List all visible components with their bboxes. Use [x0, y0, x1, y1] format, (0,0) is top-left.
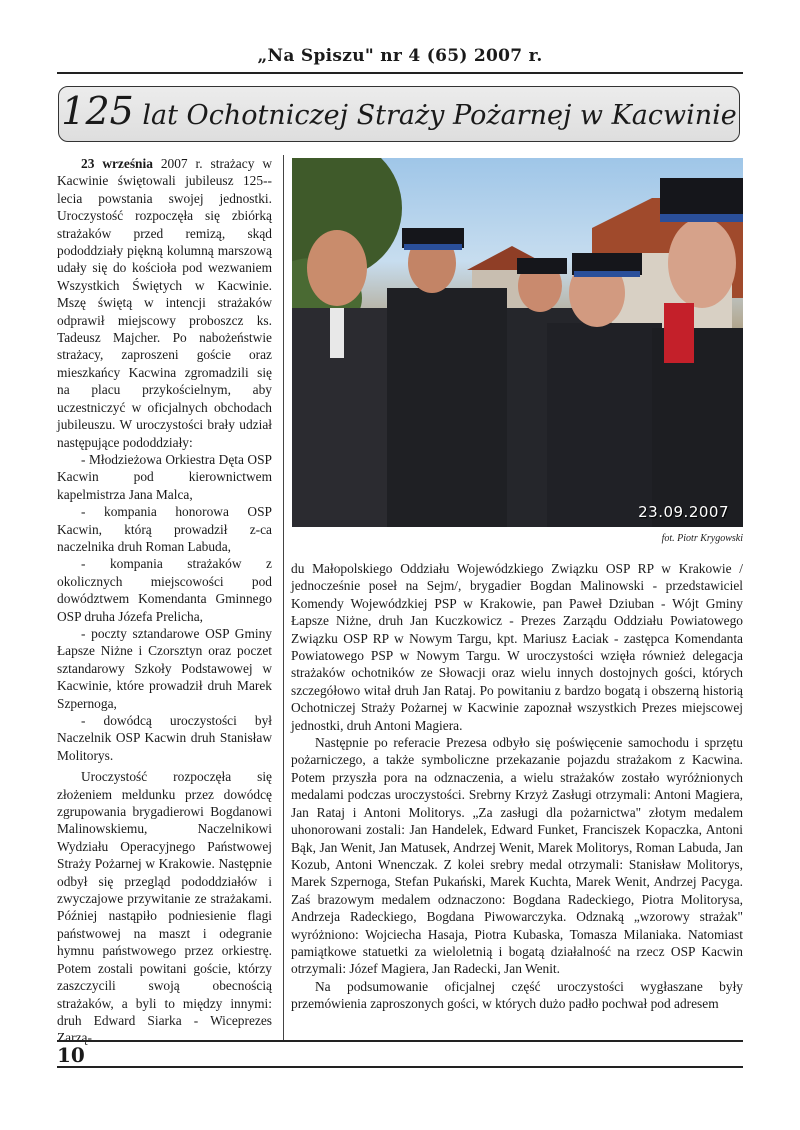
ceremony-photo-illustration	[292, 158, 743, 527]
list-item: - kompania strażaków z okolicznych miejscowości pod dowództwem Komendanta Gminnego OSP druha Józefa Prelicha,	[57, 556, 272, 624]
article-title	[59, 89, 739, 133]
intro-text: 2007 r. strażacy w Kacwinie świętowali jubileusz 125--lecia powstania swojej jednostki. Uroczystość rozpoczęła się zbiórką strażaków przed remizą, skąd pododdziały piękną kolumną marszową udały się do kościoła pod wezwaniem Wszystkich Świętych w Kacwinie. Mszę świętą w intencji strażaków odprawił miejscowy proboszcz ks. Tadeusz Majcher. Po nabożeństwie strażacy, zaproszeni goście oraz mieszkańcy Kacwina zgromadzili się na placu przykościelnym, aby uczestniczyć w oficjalnych obchodach jubileuszu. W uroczystości brały udział następujące pododdziały:	[57, 156, 272, 450]
body-paragraph: Następnie po referacie Prezesa odbyło się poświęcenie samochodu i sprzętu pożarniczego, a także symboliczne przekazanie pojazdu strażakom z Kacwina. Potem przyszła pora na odznaczenia, a wielu strażaków zostało wyróżnionych medalami podczas uroczystości. Srebrny Krzyż Zasługi otrzymali: Antoni Magiera, Jan Rataj i Antoni Molitorys. „Za zasługi dla pożarnictwa" złotym medalem uhonorowani zostali: Jan Handelek, Edward Funket, Franciszek Kopaczka, Antoni Bąk, Jan Wenit, Jan Matusek, Andrzej Wenit, Marek Molitorys, Roman Labuda, Jan Kozub, Antoni Wnenczak. Z kolei srebry medal otrzymali: Stanisław Molitorys, Marek Szpernoga, Stefan Pukański, Marek Kuchta, Marek Wenit, Andrzej Pacyga. Zaś brazowym medalem odznaczono: Bogdana Radeckiego, Piotra Molitorysa, Andrzeja Radeckiego, Bogdana Piwowarczyka. Odznaką „wzorowy strażak" wyróżniono: Wojciecha Hasaja, Piotra Kubaska, Tomasza Milaniaka. Natomiast pamiątkowe statuetki za wieloletnią i bogatą działalność na rzecz OSP Kacwin otrzymali: Józef Magiera, Jan Radecki, Jan Wenit.	[291, 735, 743, 977]
page-number: 10	[57, 1043, 85, 1067]
body-paragraph: du Małopolskiego Oddziału Wojewódzkiego Związku OSP RP w Krakowie / jednocześnie poseł na Sejm/, brygadier Bogdan Malinowski - przedstawiciel Komendy Wojewódzkiej PSP w Krakowie, pan Paweł Dziuban - Wójt Gminy Łapsze Niżne, druh Jan Kuczkowicz - Prezes Zarządu Oddziału Powiatowego Związku OSP RP w Nowym Targu, kpt. Mariusz Łaciak - zastępca Komendanta Powiatowego PSP w Nowym Targu. W uroczystości wzięła również delegacja strażaków ochotników ze Słowacji oraz wielu innych dostojnych gości, których szczegółowo witał druh Jan Rataj. Po powitaniu z bardzo bogatą i obszerną historią Ochotniczej Straży Pożarnej w Kacwinie zapoznał wszystkich Prezes miejscowej jednostki, druh Antoni Magiera.	[291, 561, 743, 733]
article-title-number: 125	[61, 89, 134, 133]
body-paragraph: Uroczystość rozpoczęła się złożeniem meldunku przez dowódcę zgrupowania brygadierowi Bogdanowi Malinowskiemu, Naczelnikowi Wydziału Operacyjnego Państwowej Straży Pożarnej w Krakowie. Następnie odbył się przegląd pododdziałów i zwyczajowe przywitanie ze strażakami. Później nastąpiło podniesienie flagi państwowej na maszt i odegranie hymnu państwowego przez orkiestrę. Potem zostali powitani goście, którzy zaszczycili swoją obecnością strażaków, a byli to między innymi: druh Edward Siarka - Wiceprezes Zarzą-	[57, 769, 272, 1046]
right-column	[291, 560, 743, 1013]
body-paragraph: Na podsumowanie oficjalnej część uroczystości wygłaszane były przemówienia zaproszonych gości, w których dużo padło pochwał pod adresem	[291, 978, 743, 1012]
photo-date-stamp: 23.09.2007	[638, 503, 729, 521]
newspaper-header: „Na Spiszu" nr 4 (65) 2007 r.	[257, 46, 543, 66]
header-rule	[57, 72, 743, 74]
column-divider	[283, 155, 284, 1042]
list-item: - poczty sztandarowe OSP Gminy Łapsze Niżne i Czorsztyn oraz poczet sztandarowy Szkoły Podstawowej w Kacwinie, które prowadził druh Marek Szpernoga,	[57, 625, 272, 711]
intro-paragraph	[57, 155, 272, 451]
footer-bottom-rule	[57, 1066, 743, 1068]
article-photo	[292, 158, 743, 527]
photo-caption: fot. Piotr Krygowski	[661, 533, 743, 544]
article-title-text: lat Ochotniczej Straży Pożarnej w Kacwinie	[142, 100, 737, 131]
list-item: - kompania honorowa OSP Kacwin, którą prowadził z-ca naczelnika druh Roman Labuda,	[57, 504, 272, 554]
article-title-box	[58, 86, 740, 142]
left-column	[57, 155, 272, 1047]
intro-date: 23 września	[81, 156, 153, 171]
footer-rule	[57, 1040, 743, 1042]
list-item: - Młodzieżowa Orkiestra Dęta OSP Kacwin pod kierownictwem kapelmistrza Jana Malca,	[57, 451, 272, 502]
list-item: - dowódcą uroczystości był Naczelnik OSP Kacwin druh Stanisław Molitorys.	[57, 713, 272, 763]
